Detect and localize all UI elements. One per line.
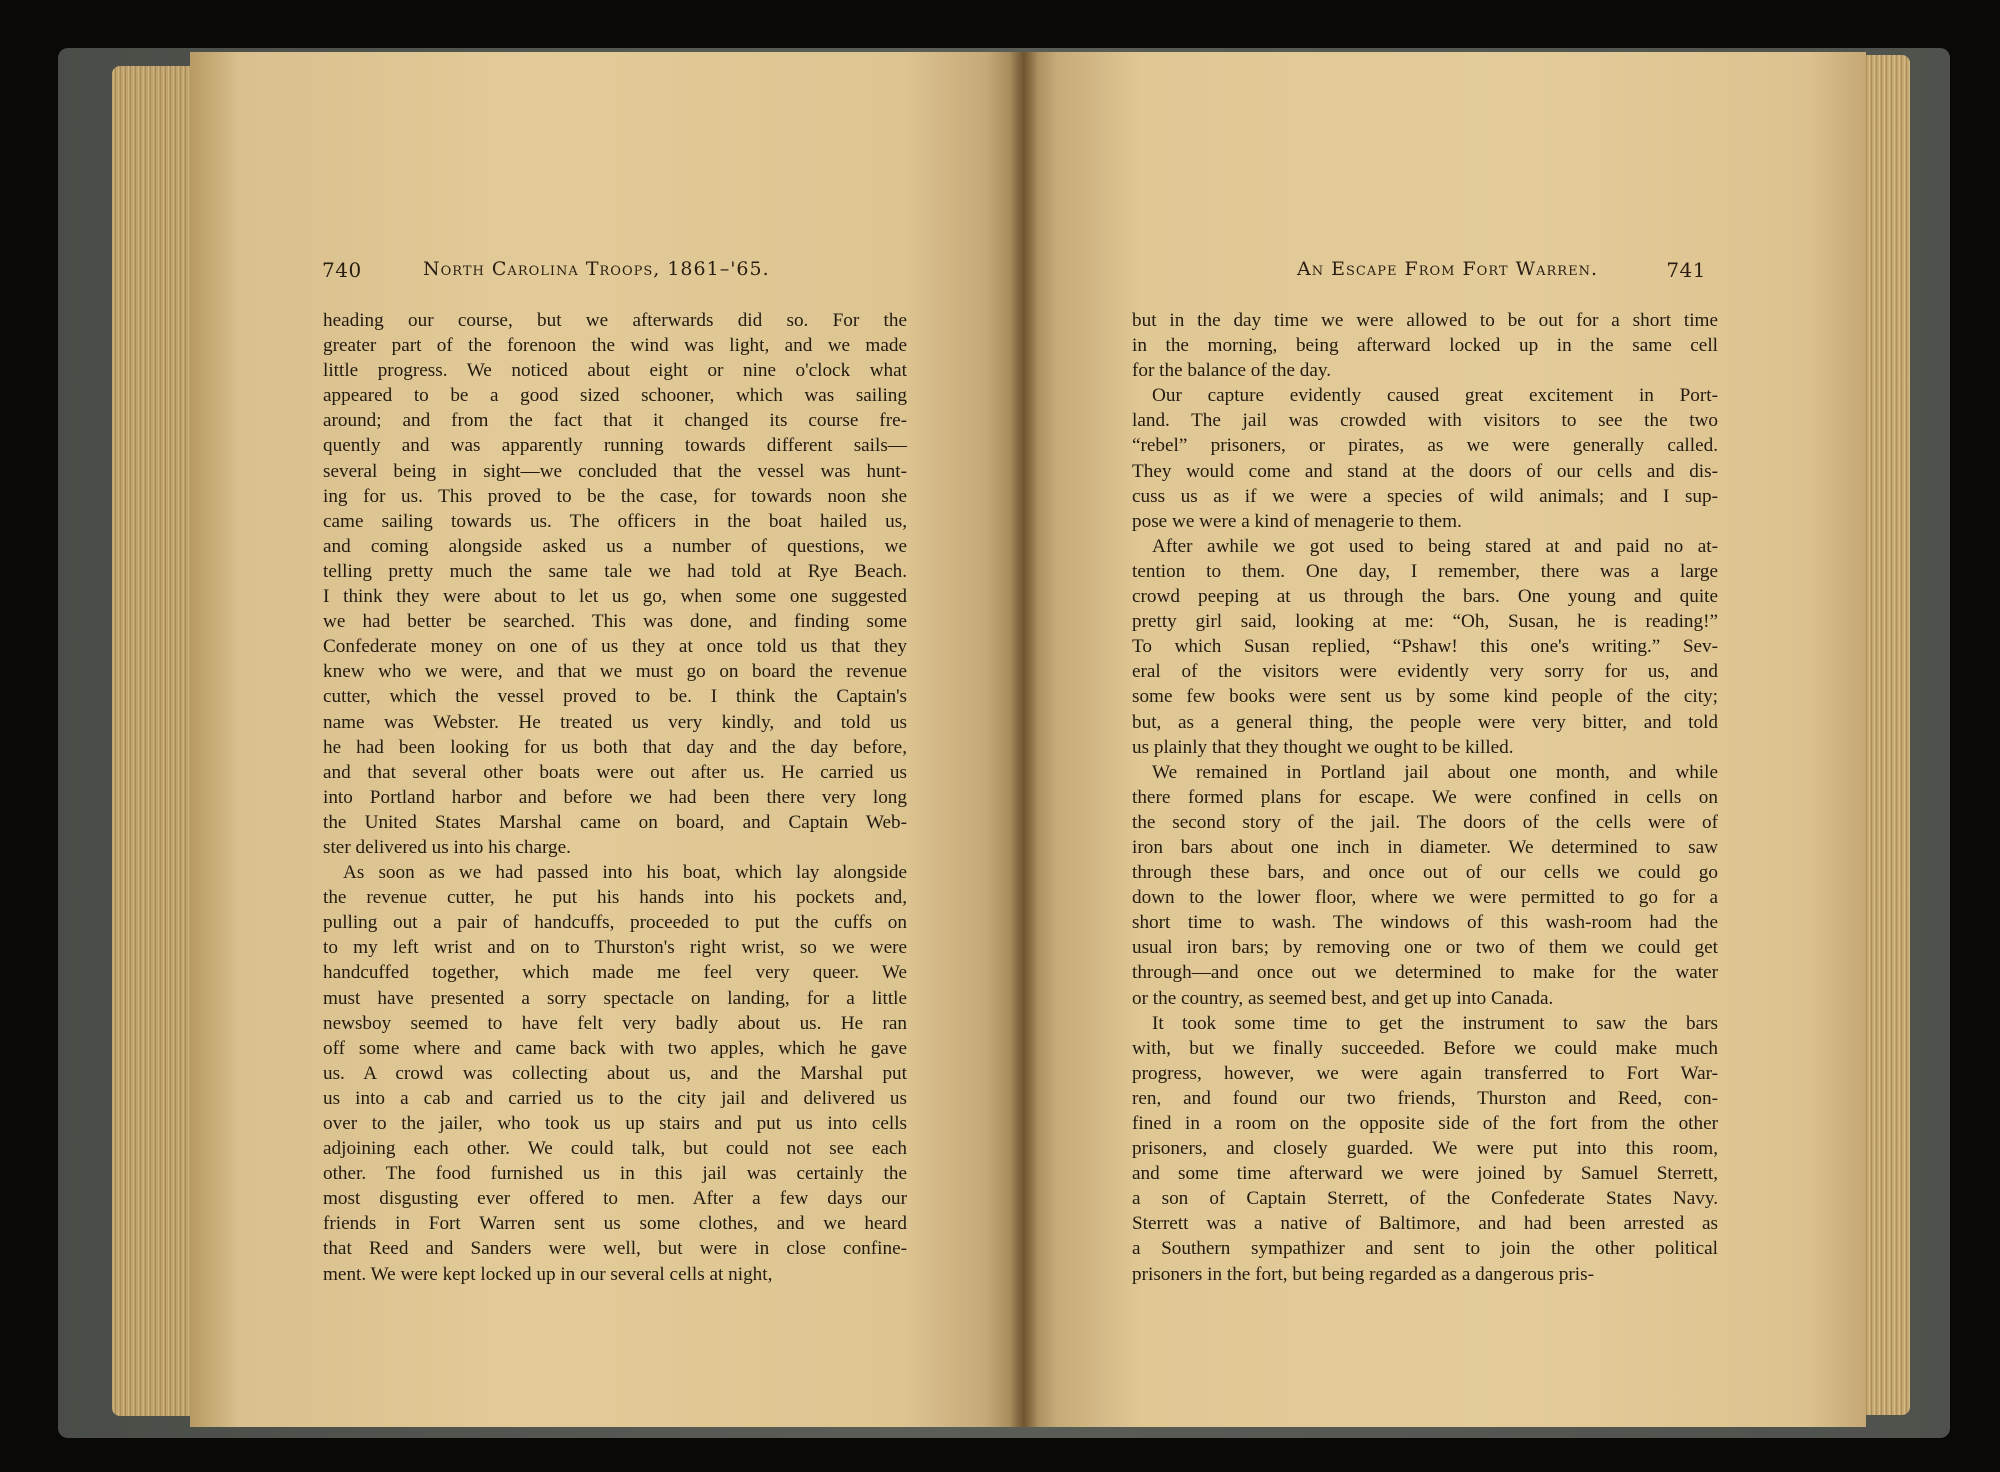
text-line: friends in Fort Warren sent us some clothes, and we heard [323, 1213, 907, 1235]
text-line: ing for us. This proved to be the case, for towards noon she [323, 485, 907, 507]
text-line: knew who we were, and that we must go on board the revenue [323, 661, 907, 683]
text-line: us into a cab and carried us to the city jail and delivered us [323, 1087, 907, 1109]
text-line: the revenue cutter, he put his hands into his pockets and, [323, 887, 907, 909]
text-line: several being in sight—we concluded that the vessel was hunt- [323, 460, 907, 482]
text-line: tention to them. One day, I remember, there was a large [1132, 560, 1718, 582]
text-line: To which Susan replied, “Pshaw! this one's writing.” Sev- [1132, 636, 1718, 658]
text-line: newsboy seemed to have felt very badly about us. He ran [323, 1012, 907, 1034]
text-line: came sailing towards us. The officers in the boat hailed us, [323, 510, 907, 532]
text-line: As soon as we had passed into his boat, which lay alongside [343, 862, 907, 884]
text-line: the second story of the jail. The doors of the cells were of [1132, 811, 1718, 833]
text-line: a Southern sympathizer and sent to join the other political [1132, 1238, 1718, 1260]
text-line: pose we were a kind of menagerie to them. [1132, 510, 1462, 532]
text-line: name was Webster. He treated us very kindly, and told us [323, 711, 907, 733]
text-line: Sterrett was a native of Baltimore, and had been arrested as [1132, 1213, 1718, 1235]
text-line: It took some time to get the instrument to saw the bars [1152, 1012, 1718, 1034]
left-body-text [323, 308, 907, 1287]
text-line: through—and once out we determined to make for the water [1132, 962, 1718, 984]
text-line: into Portland harbor and before we had been there very long [323, 786, 907, 808]
right-page-number: 741 [1666, 258, 1706, 282]
left-page-number: 740 [322, 258, 362, 282]
text-line: and that several other boats were out after us. He carried us [323, 761, 907, 783]
left-page-edges [112, 66, 192, 1416]
text-line: us. A crowd was collecting about us, and the Marshal put [323, 1062, 907, 1084]
text-line: through these bars, and once out of our cells we could go [1132, 862, 1718, 884]
right-running-header [1024, 258, 1866, 288]
book-gutter [1010, 52, 1038, 1427]
text-line: cuss us as if we were a species of wild animals; and I sup- [1132, 485, 1718, 507]
text-line: but in the day time we were allowed to be out for a short time [1132, 310, 1718, 331]
text-line: there formed plans for escape. We were confined in cells on [1132, 786, 1718, 808]
text-line: or the country, as seemed best, and get up into Canada. [1132, 987, 1554, 1009]
text-line: that Reed and Sanders were well, but were in close confine- [323, 1238, 907, 1260]
text-line: eral of the visitors were evidently very sorry for us, and [1132, 661, 1718, 683]
text-line: prisoners in the fort, but being regarded as a dangerous pris- [1132, 1263, 1594, 1285]
right-running-head: An Escape From Fort Warren. [1296, 258, 1598, 280]
text-line: adjoining each other. We could talk, but could not see each [323, 1138, 907, 1160]
text-line: After awhile we got used to being stared at and paid no at- [1152, 535, 1718, 557]
text-line: for the balance of the day. [1132, 360, 1332, 382]
text-line: Confederate money on one of us they at once told us that they [323, 636, 907, 658]
right-body-text [1132, 308, 1718, 1287]
text-line: progress, however, we were again transferred to Fort War- [1132, 1062, 1718, 1084]
text-line: quently and was apparently running towards different sails— [323, 435, 907, 457]
text-line: prisoners, and closely guarded. We were put into this room, [1132, 1138, 1718, 1160]
text-line: and coming alongside asked us a number of questions, we [323, 535, 907, 557]
text-line: greater part of the forenoon the wind was light, and we made [323, 335, 907, 357]
text-line: Our capture evidently caused great excitement in Port- [1152, 385, 1718, 407]
left-running-header [190, 258, 1028, 288]
text-line: off some where and came back with two apples, which he gave [323, 1037, 907, 1059]
text-line: “rebel” prisoners, or pirates, as we were generally called. [1132, 435, 1718, 457]
text-line: most disgusting ever offered to men. After a few days our [323, 1188, 907, 1210]
text-line: ment. We were kept locked up in our several cells at night, [323, 1263, 773, 1285]
text-line: pretty girl said, looking at me: “Oh, Susan, he is reading!” [1132, 611, 1718, 633]
text-line: around; and from the fact that it changed its course fre- [323, 410, 907, 432]
text-line: little progress. We noticed about eight or nine o'clock what [323, 360, 907, 382]
text-line: appeared to be a good sized schooner, which was sailing [323, 385, 907, 407]
left-running-head: North Carolina Troops, 1861–'65. [423, 258, 770, 280]
text-line: in the morning, being afterward locked up in the same cell [1132, 335, 1718, 357]
text-line: we had better be searched. This was done, and finding some [323, 611, 907, 633]
text-line: must have presented a sorry spectacle on landing, for a little [323, 987, 907, 1009]
text-line: handcuffed together, which made me feel very queer. We [323, 962, 907, 984]
text-line: a son of Captain Sterrett, of the Confederate States Navy. [1132, 1188, 1718, 1210]
text-line: short time to wash. The windows of this wash-room had the [1132, 912, 1718, 934]
text-line: with, but we finally succeeded. Before we could make much [1132, 1037, 1718, 1059]
text-line: over to the jailer, who took us up stairs and put us into cells [323, 1113, 907, 1134]
text-line: us plainly that they thought we ought to be killed. [1132, 736, 1514, 758]
text-line: the United States Marshal came on board, and Captain Web- [323, 811, 907, 833]
text-line: cutter, which the vessel proved to be. I think the Captain's [323, 686, 907, 708]
text-line: but, as a general thing, the people were very bitter, and told [1132, 711, 1718, 733]
text-line: heading our course, but we afterwards did so. For the [323, 310, 907, 331]
text-line: crowd peeping at us through the bars. One young and quite [1132, 586, 1718, 608]
text-line: We remained in Portland jail about one month, and while [1152, 761, 1718, 783]
text-line: to my left wrist and on to Thurston's right wrist, so we were [323, 937, 907, 959]
text-line: he had been looking for us both that day and the day before, [323, 736, 907, 758]
right-page [1024, 52, 1866, 1427]
left-page [190, 52, 1028, 1427]
text-line: iron bars about one inch in diameter. We determined to saw [1132, 836, 1718, 858]
text-line: land. The jail was crowded with visitors to see the two [1132, 410, 1718, 432]
text-line: fined in a room on the opposite side of the fort from the other [1132, 1113, 1718, 1134]
text-line: some few books were sent us by some kind people of the city; [1132, 686, 1718, 708]
text-line: telling pretty much the same tale we had told at Rye Beach. [323, 560, 907, 582]
text-line: ren, and found our two friends, Thurston and Reed, con- [1132, 1087, 1718, 1109]
text-line: They would come and stand at the doors of our cells and dis- [1132, 460, 1718, 482]
text-line: down to the lower floor, where we were permitted to go for a [1132, 887, 1718, 909]
text-line: usual iron bars; by removing one or two of them we could get [1132, 937, 1718, 959]
text-line: ster delivered us into his charge. [323, 836, 571, 858]
text-line: and some time afterward we were joined by Samuel Sterrett, [1132, 1163, 1718, 1185]
text-line: I think they were about to let us go, when some one suggested [323, 586, 907, 608]
text-line: pulling out a pair of handcuffs, proceeded to put the cuffs on [323, 912, 907, 934]
text-line: other. The food furnished us in this jail was certainly the [323, 1163, 907, 1185]
